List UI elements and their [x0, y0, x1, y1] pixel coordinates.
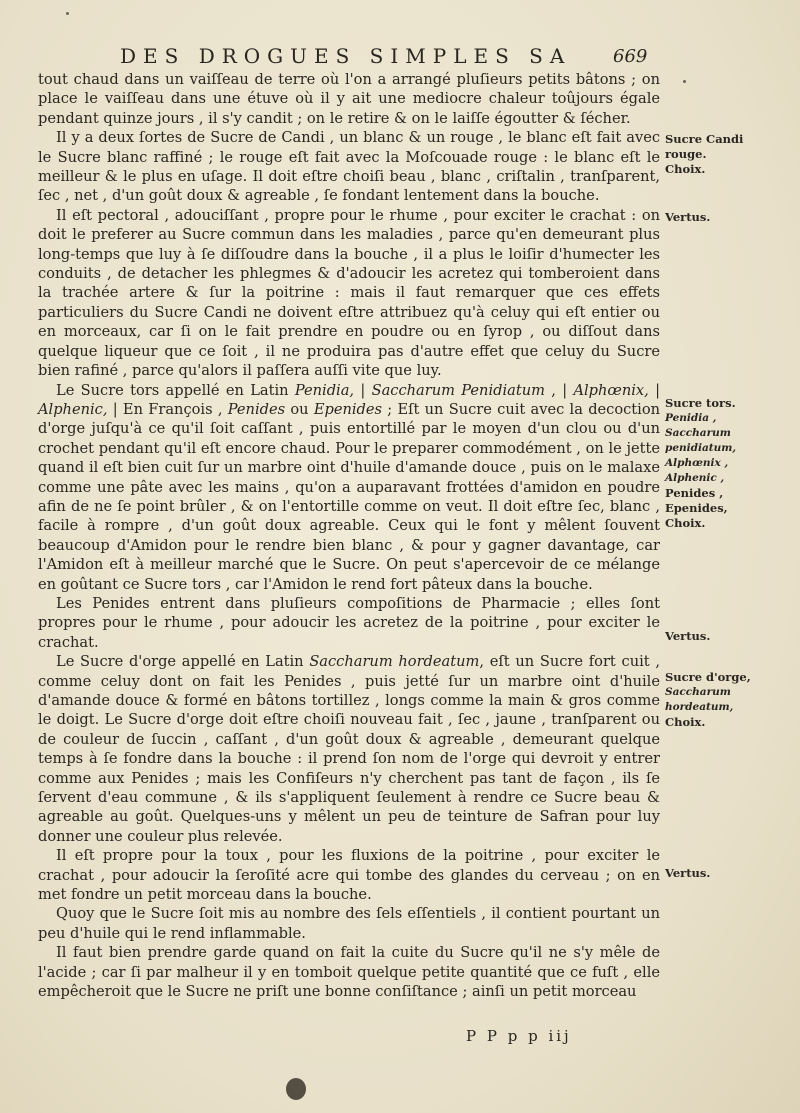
text-run: Il eſt propre pour la toux , pour les fluxions de la poitrine , pour exciter le crachat , pour adoucir la ſeroſité acre qui tombe des glandes du cerveau ; on en met fondre un petit morceau dans la bouche. — [38, 847, 660, 904]
paper-speck — [683, 80, 686, 83]
paragraph — [38, 381, 660, 594]
text-run: ou — [285, 400, 314, 418]
margin-note-line: penidiatum, — [665, 442, 737, 454]
latin-term: Alphenic, — [38, 400, 108, 418]
paragraph — [38, 594, 660, 652]
margin-note-line: Penides , — [665, 486, 724, 500]
main-text — [38, 70, 660, 1002]
latin-term: Epenides — [313, 400, 382, 418]
margin-note-line: Sucre tors. — [665, 396, 736, 410]
text-run: | — [354, 381, 372, 399]
paragraph — [38, 943, 660, 1001]
margin-note-line: Sucre Candi — [665, 132, 744, 146]
margin-note — [665, 396, 777, 531]
text-run: , | — [544, 381, 574, 399]
margin-note-line: Penidia , — [665, 412, 717, 424]
margin-note-line: Saccharum — [665, 427, 731, 439]
text-run: Les Penides entrent dans pluſieurs compoſitions de Pharmacie ; elles ſont propres pour le rhume , pour adoucir les acretez de la poitrine , pour exciter le crachat. — [38, 594, 660, 651]
ink-stain — [286, 1078, 306, 1100]
margin-note — [665, 132, 777, 177]
text-run: | — [648, 381, 660, 399]
margin-note-line: Alphœnix , — [665, 457, 729, 469]
margin-note-line: Sucre d'orge, — [665, 670, 751, 684]
latin-term: Alphœnix, — [573, 381, 649, 399]
paragraph — [38, 128, 660, 206]
text-run: Il faut bien prendre garde quand on fait la cuite du Sucre qu'il ne s'y mêle de l'acide ; car ſi par malheur il y en tomboit quelque petite quantité que ce fuſt , elle empêcheroit que le Sucre ne priſt une bonne conſiſtance ; ainſi un petit morceau — [38, 944, 660, 1001]
text-run: Il eſt pectoral , adouciſſant , propre pour le rhume , pour exciter le crachat : on doit le preferer au Sucre commun dans les maladies , parce qu'en demeurant plus long-temps que luy à ſe diſſoudre dans la bouche , il a plus le loiſir d'humecter les conduits , de detacher les phlegmes & d'adoucir les acretez qui tomberoient dans la trachée artere & ſur la poitrine : mais il faut remarquer que ces effets particuliers du Sucre Candi ne doivent eſtre attribuez qu'à celuy qui eſt entier ou en morceaux, car ſi on le fait prendre en poudre ou en ſyrop , ou diſſout dans quelque liqueur que ce ſoit , il ne produira pas d'autre effet que celuy du Sucre bien rafiné , parce qu'alors il paſſera auſſi vite que luy. — [38, 206, 660, 380]
paragraph — [38, 206, 660, 381]
margin-note — [665, 629, 777, 644]
page-number: 669 — [613, 46, 648, 67]
latin-term: Saccharum hordeatum — [309, 653, 480, 671]
text-run: Il y a deux ſortes de Sucre de Candi , un blanc & un rouge , le blanc eſt fait avec le Sucre blanc raffiné ; le rouge eſt fait avec la Moſcouade rouge : le blanc eſt le meilleur & le plus en uſage. Il doit eſtre choiſi beau , blanc , criſtalin , tranſparent, ſec , net , d'un goût doux & agreable , ſe fondant lentement dans la bouche. — [38, 129, 660, 205]
text-run: ; Eſt un Sucre cuit avec la decoction d'orge juſqu'à ce qu'il ſoit caſſant , puis entortillé par le moyen d'un clou ou d'un crochet pendant qu'il eſt encore chaud. Pour le preparer commodément , on le jette quand il eſt bien cuit ſur un marbre oint d'huile d'amande douce , puis on le malaxe comme une pâte avec les mains , qu'on a auparavant frottées d'amidon en poudre afin de ne ſe point brûler , & on l'entortille comme on veut. Il doit eſtre ſec, blanc , facile à rompre , d'un goût doux agreable. Ceux qui le font y mêlent ſouvent beaucoup d'Amidon pour le rendre bien blanc , & pour y gagner davantage, car l'Amidon eſt à meilleur marché que le Sucre. On peut s'apercevoir de ce mélange en goûtant ce Sucre tors , car l'Amidon le rend fort pâteux dans la bouche. — [38, 400, 661, 593]
paragraph — [38, 846, 660, 904]
latin-term: Saccharum Penidiatum — [371, 381, 545, 399]
paragraph — [38, 904, 660, 943]
margin-note-line: rouge. — [665, 147, 707, 161]
margin-note-line: Vertus. — [665, 629, 711, 643]
margin-note-line: Alphenic , — [665, 472, 725, 484]
latin-term: Penidia, — [294, 381, 355, 399]
text-run: tout chaud dans un vaiſſeau de terre où l'on a arrangé pluſieurs petits bâtons ; on place le vaiſſeau dans une étuve où il y ait une mediocre chaleur toûjours égale pendant quinze jours , il s'y candit ; on le retire & on le laiſſe égoutter & ſécher. — [38, 71, 660, 127]
paragraph — [38, 70, 660, 128]
latin-term: Penides — [227, 400, 286, 418]
margin-note-line: Vertus. — [665, 210, 711, 224]
text-run: Le Sucre tors appellé en Latin — [56, 381, 295, 399]
text-run: , eſt un Sucre fort cuit , comme celuy dont on fait les Penides , puis jetté ſur un marbre oint d'huile d'amande douce & formé en bâtons tortillez , longs comme la main & gros comme le doigt. Le Sucre d'orge doit eſtre choiſi nouveau fait , ſec , jaune , tranſparent ou de couleur de ſuccin , caſſant , d'un goût doux & agreable , demeurant quelque temps à ſe fondre dans la bouche : il prend ſon nom de l'orge qui devroit y entrer comme aux Penides ; mais les Confiſeurs n'y cherchent pas tant de façon , ils ſe ſervent d'eau commune , & ils s'appliquent ſeulement à rendre ce Sucre beau & agreable au goût. Quelques-uns y mêlent un peu de teinture de Safran pour luy donner une couleur plus relevée. — [38, 653, 660, 845]
margin-note-line: Choix. — [665, 715, 706, 729]
text-run: | En François , — [107, 400, 228, 418]
margin-note-line: Epenides, — [665, 501, 728, 515]
text-run: Le Sucre d'orge appellé en Latin — [56, 653, 310, 671]
margin-note-line: Choix. — [665, 516, 706, 530]
paragraph — [38, 652, 660, 846]
running-title: DES DROGUES SIMPLES SA — [120, 44, 572, 68]
paper-speck — [66, 12, 69, 15]
page-header — [0, 44, 800, 70]
margin-note-line: Choix. — [665, 162, 706, 176]
text-run: Quoy que le Sucre ſoit mis au nombre des ſels eſſentiels , il contient pourtant un peu d'huile qui le rend inflammable. — [38, 905, 660, 942]
margin-note-line: Saccharum — [665, 686, 731, 698]
margin-note-line: Vertus. — [665, 866, 711, 880]
margin-note — [665, 866, 777, 881]
margin-note-line: hordeatum, — [665, 701, 734, 713]
signature-mark: P P p p iij — [466, 1027, 572, 1045]
margin-note — [665, 670, 777, 730]
margin-note — [665, 210, 777, 225]
